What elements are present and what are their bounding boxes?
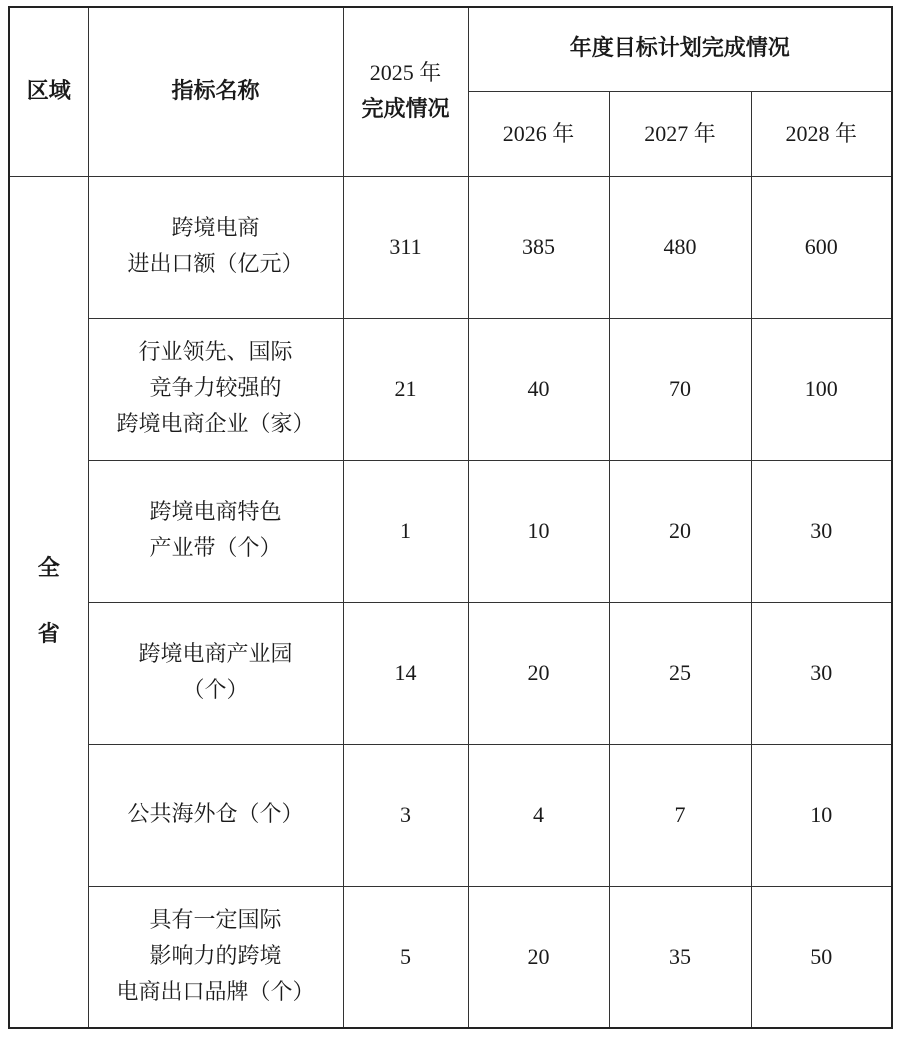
value-v2025: 311	[343, 176, 468, 318]
value-v2028: 600	[751, 176, 892, 318]
target-table	[8, 6, 893, 1029]
indicator-name-line: 电商出口品牌（个）	[116, 979, 315, 1005]
indicator-name-line: 竞争力较强的	[149, 376, 282, 401]
value-v2025: 5	[343, 886, 468, 1028]
region-text: 省	[37, 621, 60, 647]
value-v2026: 40	[468, 318, 609, 460]
indicator-name	[88, 460, 343, 602]
value-v2027: 480	[609, 176, 751, 318]
indicator-name	[88, 602, 343, 744]
header-region: 区域	[9, 7, 88, 176]
header-indicator: 指标名称	[88, 7, 343, 176]
value-v2026: 4	[468, 744, 609, 886]
region-cell	[9, 176, 88, 1028]
indicator-name-line: （个）	[182, 678, 249, 703]
value-v2025: 14	[343, 602, 468, 744]
value-v2025: 3	[343, 744, 468, 886]
value-v2027: 25	[609, 602, 751, 744]
value-v2028: 100	[751, 318, 892, 460]
region-text: 全	[37, 555, 60, 581]
indicator-name	[88, 886, 343, 1028]
value-v2028: 50	[751, 886, 892, 1028]
value-v2027: 7	[609, 744, 751, 886]
value-v2025: 21	[343, 318, 468, 460]
indicator-name-line: 产业带（个）	[149, 536, 282, 561]
header-2025-status: 完成情况	[361, 97, 450, 123]
header-target-group: 年度目标计划完成情况	[468, 7, 892, 91]
indicator-name-line: 行业领先、国际	[138, 340, 293, 365]
indicator-name-line: 跨境电商	[171, 216, 260, 241]
table-row	[9, 318, 892, 460]
value-v2028: 30	[751, 460, 892, 602]
table-row	[9, 176, 892, 318]
header-year-2026: 2026 年	[468, 91, 609, 176]
table-row	[9, 602, 892, 744]
value-v2026: 385	[468, 176, 609, 318]
header-2025-year: 2025 年	[369, 60, 442, 86]
value-v2026: 20	[468, 886, 609, 1028]
value-v2028: 30	[751, 602, 892, 744]
header-2025-completed	[343, 7, 468, 176]
indicator-name-line: 影响力的跨境	[149, 943, 282, 969]
table-row	[9, 460, 892, 602]
indicator-name-line: 跨境电商企业（家）	[116, 412, 315, 437]
indicator-name-line: 进出口额（亿元）	[127, 252, 304, 277]
value-v2026: 10	[468, 460, 609, 602]
value-v2026: 20	[468, 602, 609, 744]
indicator-name	[88, 744, 343, 886]
indicator-name	[88, 176, 343, 318]
value-v2027: 35	[609, 886, 751, 1028]
indicator-name-line: 公共海外仓（个）	[127, 802, 304, 827]
value-v2028: 10	[751, 744, 892, 886]
header-year-2027: 2027 年	[609, 91, 751, 176]
indicator-name	[88, 318, 343, 460]
value-v2025: 1	[343, 460, 468, 602]
table-row	[9, 886, 892, 1028]
header-year-2028: 2028 年	[751, 91, 892, 176]
table-row	[9, 744, 892, 886]
indicator-name-line: 跨境电商特色	[149, 500, 282, 525]
value-v2027: 70	[609, 318, 751, 460]
indicator-name-line: 跨境电商产业园	[138, 642, 293, 667]
value-v2027: 20	[609, 460, 751, 602]
indicator-name-line: 具有一定国际	[149, 907, 282, 933]
